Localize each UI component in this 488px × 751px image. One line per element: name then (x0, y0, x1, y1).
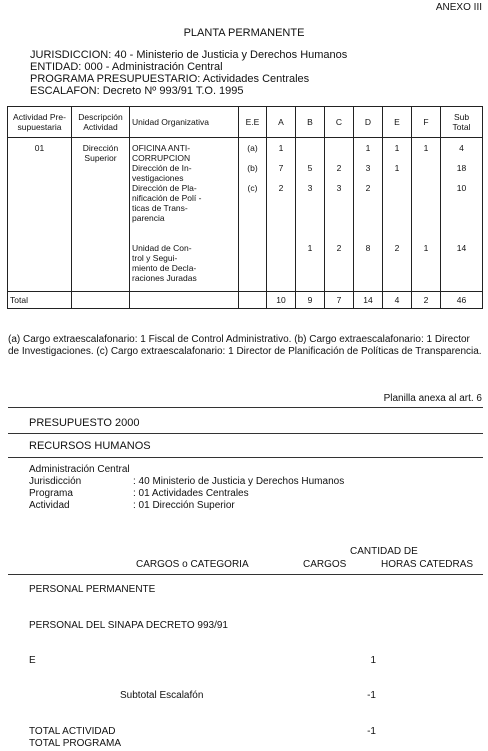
unit-value (414, 163, 438, 183)
unit-value: 1 (394, 163, 400, 173)
empty-cell (130, 292, 239, 309)
column-header: F (412, 107, 441, 138)
column-header: C (325, 107, 354, 138)
page-title: PLANTA PERMANENTE (183, 27, 305, 39)
divider (8, 574, 483, 575)
cargos-header: CARGOS (303, 559, 347, 570)
admin-title: Administración Central (29, 464, 130, 475)
unit-value (298, 143, 322, 163)
divider (8, 433, 483, 434)
column-header: B (296, 107, 325, 138)
actividad-value: 01 (34, 143, 45, 153)
column-header: E.E (239, 107, 267, 138)
unit-value: 3 (336, 183, 342, 193)
unidad-name: OFICINA ANTI- CORRUPCION (132, 143, 191, 163)
unit-value: 2 (394, 243, 400, 253)
unit-value: 3 (365, 163, 371, 173)
total-actividad-label: TOTAL ACTIVIDAD (29, 726, 116, 737)
actividad-cell (8, 138, 72, 292)
cantidad-header: CANTIDAD DE (350, 546, 418, 557)
value-cell-E (383, 138, 412, 292)
empty-cell (239, 292, 267, 309)
column-header: Descripción Actividad (72, 107, 130, 138)
unit-value: 8 (365, 243, 371, 253)
unit-value: 2 (336, 163, 342, 173)
unidad-name: Dirección de Pla- nificación de Polí - ticas de Trans- parencia (132, 183, 202, 223)
unit-value (241, 243, 264, 283)
admin-block (29, 464, 344, 512)
cargos-categoria-header: CARGOS o CATEGORIA (136, 559, 249, 570)
unit-value: (a) (247, 143, 258, 153)
total-value-F: 2 (412, 292, 441, 309)
admin-value: : 40 Ministerio de Justicia y Derechos Humanos (133, 476, 345, 487)
unit-value: (c) (247, 183, 258, 193)
admin-key: Programa (29, 488, 73, 499)
unit-value (269, 243, 293, 283)
table-header-row (8, 107, 483, 138)
unit-value: 14 (456, 243, 467, 253)
divider (8, 457, 483, 458)
admin-row (29, 476, 344, 488)
column-header: A (267, 107, 296, 138)
categoria-e-label: E (29, 655, 36, 666)
categoria-e-value: 1 (370, 655, 376, 666)
value-cell-A (267, 138, 296, 292)
total-actividad-value: -1 (367, 726, 376, 737)
unit-value (327, 143, 351, 163)
unit-value: 3 (307, 183, 313, 193)
column-header: E (383, 107, 412, 138)
total-label: Total (8, 292, 72, 309)
value-cell-ee (239, 138, 267, 292)
unit-value: 2 (365, 183, 371, 193)
unit-value: 10 (456, 183, 467, 193)
admin-key: Jurisdicción (29, 476, 82, 487)
column-header: Actividad Pre- supuestaria (8, 107, 72, 138)
value-cell-D (354, 138, 383, 292)
unit-value: 1 (307, 243, 313, 253)
annex-label: ANEXO III (435, 2, 482, 13)
total-row (8, 292, 483, 309)
planta-table (7, 106, 483, 309)
unidad-cell (130, 138, 239, 292)
unit-value: 1 (394, 143, 400, 153)
planilla-label: Planilla anexa al art. 6 (383, 393, 482, 404)
total-value-sub: 46 (441, 292, 483, 309)
column-header: D (354, 107, 383, 138)
empty-cell (72, 292, 130, 309)
unit-value: 2 (336, 243, 342, 253)
unidad-name: Unidad de Con- trol y Segui- miento de Decla- raciones Juradas (132, 243, 197, 283)
presupuesto-title: PRESUPUESTO 2000 (29, 417, 140, 429)
footnote: (a) Cargo extraescalafonario: 1 Fiscal de Control Administrativo. (b) Cargo extraescalafonario: 1 Director de Investigaciones. (c) Cargo extraescalafonario: 1 Director de Planificación de Políticas de Transparencia. (8, 334, 482, 357)
unit-value (414, 183, 438, 223)
admin-value: : 01 Dirección Superior (133, 500, 235, 511)
total-programa-label: TOTAL PROGRAMA (29, 738, 122, 749)
descripcion-cell (72, 138, 130, 292)
horas-catedras-header: HORAS CATEDRAS (381, 559, 474, 570)
admin-key: Actividad (29, 500, 70, 511)
divider (8, 407, 483, 408)
value-cell-sub (441, 138, 483, 292)
column-header: Unidad Organizativa (130, 107, 239, 138)
total-value-E: 4 (383, 292, 412, 309)
admin-value: : 01 Actividades Centrales (133, 488, 249, 499)
total-value-C: 7 (325, 292, 354, 309)
sinapa-label: PERSONAL DEL SINAPA DECRETO 993/91 (29, 620, 228, 631)
personal-permanente: PERSONAL PERMANENTE (29, 584, 156, 595)
unit-value: 7 (278, 163, 284, 173)
unit-value: 2 (278, 183, 284, 193)
recursos-title: RECURSOS HUMANOS (29, 440, 151, 452)
subtotal-value: -1 (367, 690, 376, 701)
value-cell-F (412, 138, 441, 292)
unit-value: 5 (307, 163, 313, 173)
header-entidad: ENTIDAD: 000 - Administración Central (30, 61, 223, 73)
unit-value: 1 (423, 243, 429, 253)
admin-row (29, 500, 344, 512)
value-cell-B (296, 138, 325, 292)
value-cell-C (325, 138, 354, 292)
subtotal-label: Subtotal Escalafón (120, 690, 204, 701)
unit-value: 1 (423, 143, 429, 153)
unidad-name: Dirección de In- vestigaciones (132, 163, 192, 183)
unit-value: 1 (365, 143, 371, 153)
table-row (8, 138, 483, 292)
unit-value: 1 (278, 143, 284, 153)
column-header: Sub Total (441, 107, 483, 138)
header-jurisdiccion: JURISDICCION: 40 - Ministerio de Justicia y Derechos Humanos (30, 49, 348, 61)
total-value-B: 9 (296, 292, 325, 309)
descripcion-value: Dirección Superior (82, 143, 119, 163)
header-programa: PROGRAMA PRESUPUESTARIO: Actividades Centrales (30, 73, 310, 85)
admin-row (29, 488, 344, 500)
unit-value: 18 (456, 163, 467, 173)
header-block (30, 49, 347, 97)
header-escalafon: ESCALAFON: Decreto Nº 993/91 T.O. 1995 (30, 85, 244, 97)
total-value-A: 10 (267, 292, 296, 309)
total-value-D: 14 (354, 292, 383, 309)
unit-value (385, 183, 409, 223)
unit-value: (b) (247, 163, 258, 173)
unit-value: 4 (459, 143, 464, 153)
